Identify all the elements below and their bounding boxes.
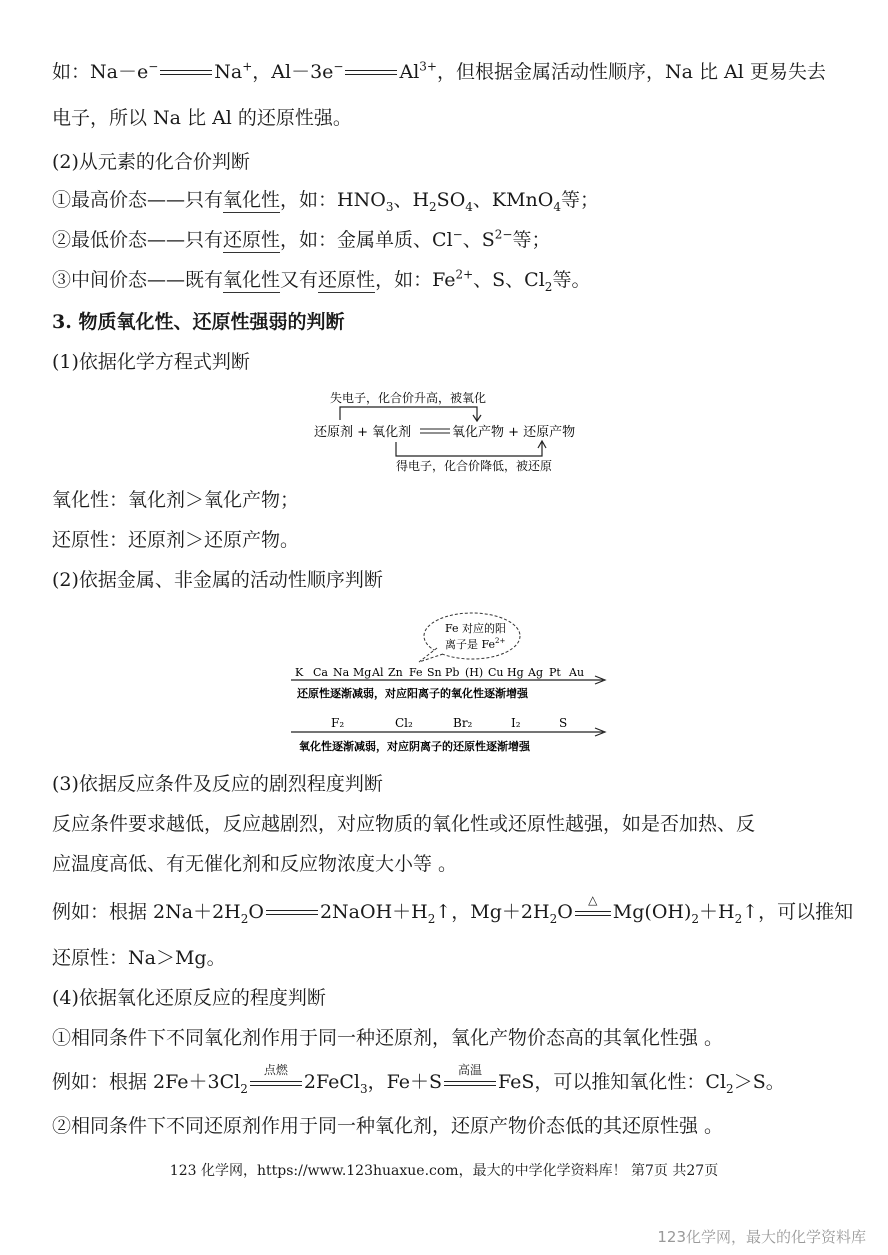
text: SO: [436, 189, 466, 211]
metal-symbol: Au: [569, 666, 585, 679]
text: ＋H: [699, 901, 735, 923]
text-line-2: 电子，所以 Na 比 Al 的还原性强。: [52, 107, 352, 129]
metal-symbol: Hg: [507, 666, 524, 679]
subscript: 2: [691, 911, 700, 926]
hightemp-condition-equals: [444, 1063, 496, 1094]
text-line-highest-valence: [52, 188, 599, 212]
subscript: 2: [726, 1081, 734, 1096]
fig1-bottom-bracket: [396, 442, 542, 456]
text-conditions-2: 应温度高低、有无催化剂和反应物浓度大小等 。: [52, 853, 458, 875]
metal-symbol: Al: [372, 666, 384, 679]
subscript: 2: [734, 911, 743, 926]
heading-conditions: (3)依据反应条件及反应的剧烈程度判断: [52, 773, 383, 795]
nonmetal-symbol: S: [559, 716, 568, 730]
text-line-lowest-valence: [52, 228, 550, 252]
superscript: −: [148, 59, 159, 74]
text: 2FeCl: [303, 1071, 360, 1093]
text: ↑，Mg＋2H: [435, 901, 550, 923]
metal-symbol: (H): [465, 666, 484, 679]
text-line-middle-valence: [52, 268, 590, 292]
text: ，如：HNO: [280, 189, 386, 211]
metal-symbol: Pb: [445, 666, 460, 679]
page-footer: 123 化学网，https://www.123huaxue.com，最大的中学化学资料库！ 第7页 共27页: [169, 1163, 719, 1179]
text: Mg(OH): [612, 901, 692, 923]
text: 、KMnO: [472, 189, 554, 211]
text: 例如：根据 2Na＋2H: [52, 901, 241, 923]
condition-label: 高温: [458, 1063, 483, 1077]
text: 、S: [462, 229, 495, 251]
metal-symbol: Ca: [313, 666, 328, 679]
underlined-answer: 氧化性: [223, 189, 281, 211]
heading-valence: (2)从元素的化合价判断: [52, 151, 250, 173]
underlined-answer: 还原性: [223, 229, 281, 251]
watermark: 123化学网，最大的化学资料库: [657, 1228, 866, 1246]
bubble-line-2: 离子是 $Fe^{2+}$: [445, 637, 506, 651]
metal-symbol: Mg: [353, 666, 372, 679]
text: ②最低价态——只有: [52, 229, 224, 251]
metal-symbol: Fe: [409, 666, 423, 679]
text: 如：Na－e: [52, 61, 149, 83]
superscript: +: [242, 59, 253, 74]
text: 例如：根据 2Fe＋3Cl: [52, 1071, 241, 1093]
subscript: 4: [465, 199, 473, 214]
nonmetal-series: [331, 716, 567, 730]
text-na-greater-mg: 还原性：Na＞Mg。: [52, 947, 226, 969]
nonmetal-symbol: F₂: [331, 716, 345, 730]
fig1-products: 氧化产物 + 还原产物: [452, 425, 576, 440]
nonmetal-symbol: I₂: [511, 716, 521, 730]
metal-symbol: Na: [333, 666, 350, 679]
underlined-answer: 氧化性: [223, 269, 281, 291]
text: 等；: [561, 189, 600, 211]
heat-condition-equals: [575, 893, 611, 924]
superscript: −: [452, 227, 463, 242]
text: ，如：金属单质、Cl: [280, 229, 453, 251]
text: 等；: [512, 229, 551, 251]
metal-symbol: Pt: [549, 666, 561, 679]
underlined-answer: 还原性: [318, 269, 376, 291]
text: ①最高价态——只有: [52, 189, 224, 211]
text-oxidizing-compare: 氧化性：氧化剂＞氧化产物；: [52, 489, 300, 511]
text: ，Al－3e: [252, 61, 334, 83]
subscript: 2: [240, 1081, 248, 1096]
nonmetal-symbol: Cl₂: [395, 716, 413, 730]
subscript: 2: [549, 911, 558, 926]
superscript: 3+: [419, 59, 437, 74]
heading-degree: (4)依据氧化还原反应的程度判断: [52, 987, 326, 1009]
superscript: −: [333, 59, 344, 74]
text-line-1: [52, 60, 826, 84]
condition-label: 点燃: [263, 1063, 288, 1077]
text-example-fe: [52, 1063, 785, 1096]
superscript: 2+: [455, 267, 474, 282]
subscript: 3: [385, 199, 394, 214]
equals-sign: [266, 908, 318, 918]
text: 2NaOH＋H: [319, 901, 428, 923]
activity-series-diagram: [285, 608, 615, 768]
text: Na: [214, 61, 243, 83]
subscript: 2: [427, 911, 436, 926]
condition-label: △: [588, 893, 598, 907]
metal-series: [295, 666, 584, 679]
text-conditions-1: 反应条件要求越低，反应越剧烈，对应物质的氧化性或还原性越强，如是否加热、反: [52, 813, 756, 835]
superscript: 2−: [494, 227, 513, 242]
text: ＞S。: [733, 1071, 785, 1093]
text: ，如：Fe: [375, 269, 456, 291]
text: 、S、Cl: [473, 269, 545, 291]
text: Al: [399, 61, 420, 83]
text-rule-2: ②相同条件下不同还原剂作用于同一种氧化剂，还原产物价态低的其还原性强 。: [52, 1115, 724, 1137]
subscript: 4: [553, 199, 562, 214]
heading-equation: (1)依据化学方程式判断: [52, 351, 250, 373]
fig1-bottom-label: 得电子，化合价降低，被还原: [396, 459, 553, 473]
metal-symbol: Cu: [488, 666, 504, 679]
text: O: [557, 901, 573, 923]
subscript: 2: [240, 911, 249, 926]
metal-caption: 还原性逐渐减弱，对应阳离子的氧化性逐渐增强: [297, 687, 528, 700]
text: 、H: [393, 189, 430, 211]
nonmetal-caption: 氧化性逐渐减弱，对应阴离子的还原性逐渐增强: [299, 740, 530, 753]
subscript: 3: [359, 1081, 368, 1096]
text: ↑，可以推知: [742, 901, 854, 923]
fig1-top-label: 失电子，化合价升高，被氧化: [330, 391, 487, 405]
subscript: 2: [544, 279, 553, 294]
ignite-condition-equals: [250, 1063, 302, 1094]
equals-sign: [160, 68, 212, 78]
metal-symbol: Zn: [388, 666, 403, 679]
bubble-line-1: Fe 对应的阳: [445, 622, 507, 635]
fig1-top-bracket: [340, 407, 477, 420]
fig1-reactants: 还原剂 + 氧化剂: [314, 425, 412, 440]
subscript: 2: [429, 199, 437, 214]
metal-symbol: Sn: [427, 666, 442, 679]
section-heading-3: 3. 物质氧化性、还原性强弱的判断: [52, 311, 345, 333]
redox-electron-transfer-diagram: [310, 388, 590, 478]
text: ，Fe＋S: [367, 1071, 443, 1093]
equals-sign: [345, 68, 397, 78]
text: FeS，可以推知氧化性：Cl: [498, 1071, 727, 1093]
text: 又有: [280, 269, 319, 291]
text: O: [248, 901, 264, 923]
nonmetal-symbol: Br₂: [453, 716, 473, 730]
text-example-na-mg: [52, 893, 854, 926]
metal-symbol: Ag: [528, 666, 543, 679]
metal-symbol: K: [295, 666, 304, 679]
fe-callout-tail: [419, 648, 443, 662]
text: 等。: [552, 269, 591, 291]
text-reducing-compare: 还原性：还原剂＞还原产物。: [52, 529, 300, 551]
text: ，但根据金属活动性顺序，Na 比 Al 更易失去: [437, 61, 826, 83]
text: ③中间价态——既有: [52, 269, 224, 291]
text-rule-1: ①相同条件下不同氧化剂作用于同一种还原剂，氧化产物价态高的其氧化性强 。: [52, 1027, 724, 1049]
heading-activity-series: (2)依据金属、非金属的活动性顺序判断: [52, 569, 383, 591]
